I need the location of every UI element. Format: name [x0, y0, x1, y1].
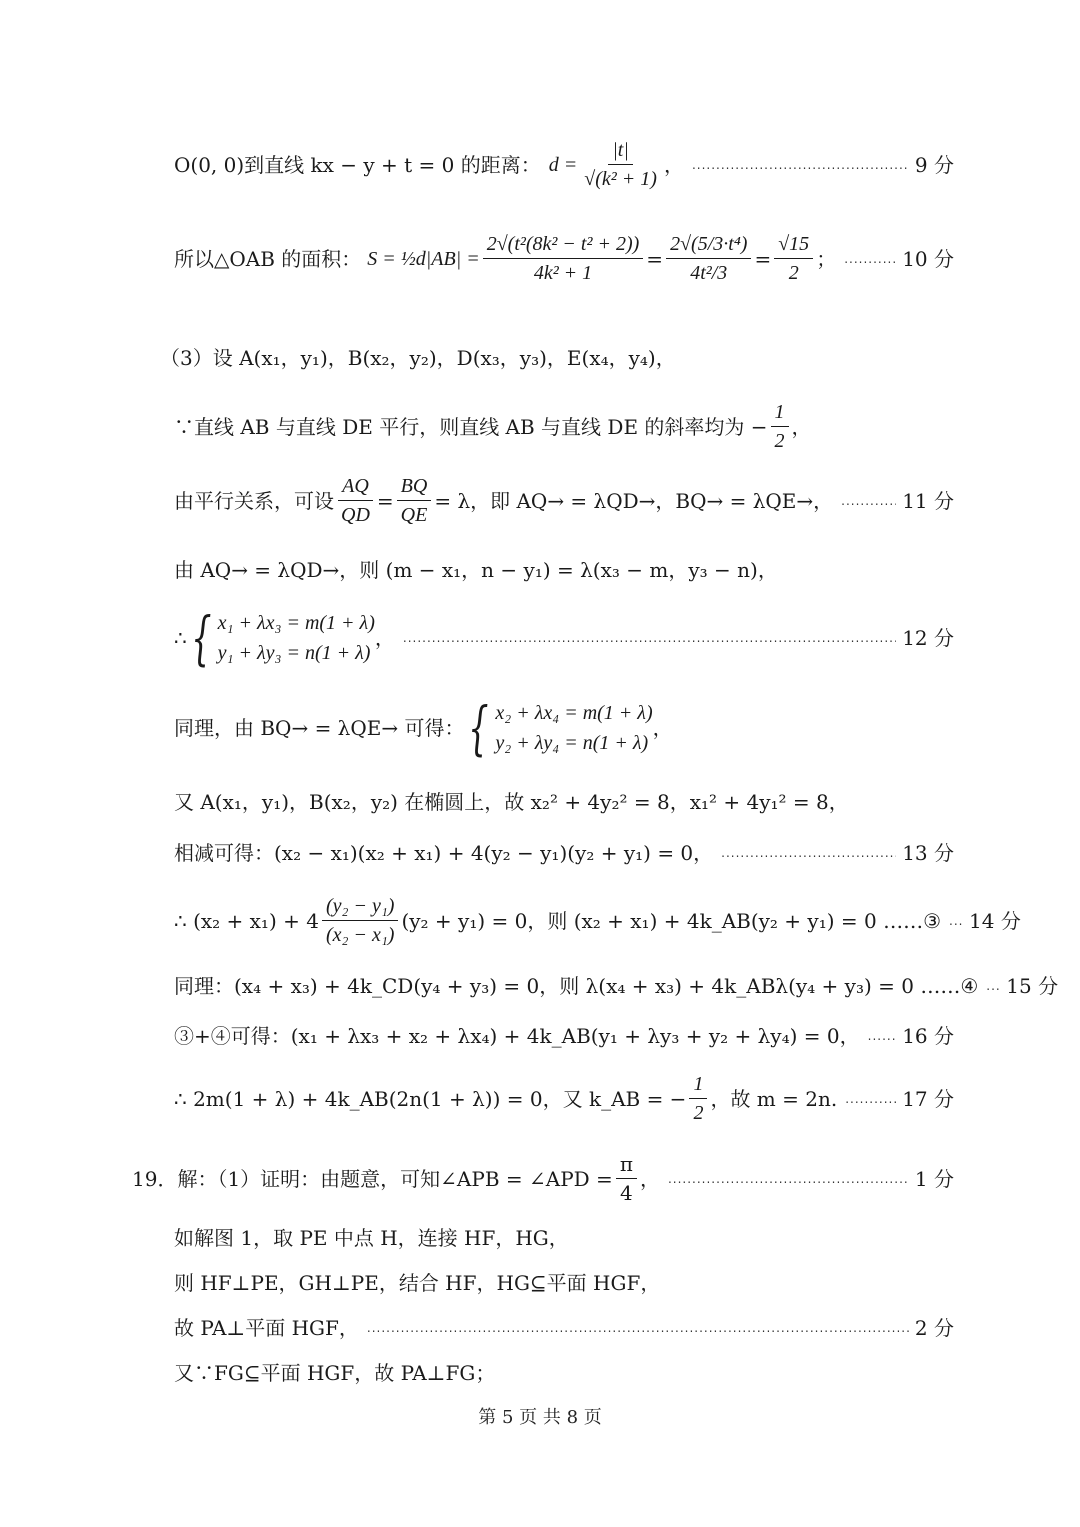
- brace-icon: {: [468, 694, 490, 762]
- equals: =: [754, 246, 772, 271]
- line-text: 所以△OAB 的面积：: [174, 246, 362, 271]
- score: 9 分: [914, 152, 954, 177]
- dot-leader: [721, 847, 896, 859]
- score: 15 分: [1006, 974, 1059, 998]
- dot-leader: [403, 632, 896, 644]
- line-text: = λ，即 AQ→ = λQD→，BQ→ = λQE→，: [434, 488, 834, 513]
- line-text: 19．解：（1）证明：由题意，可知∠APB = ∠APD =: [132, 1166, 613, 1191]
- equation: x₂ + λx₄ = m(1 + λ): [495, 702, 653, 724]
- line-vector: [174, 558, 954, 582]
- line-ratio: [174, 474, 954, 527]
- numerator: |t|: [608, 138, 633, 165]
- line-text: 如解图 1，取 PE 中点 H，连接 HF，HG，: [174, 1226, 569, 1250]
- equation-system: [464, 694, 653, 762]
- line-system-1: [174, 604, 954, 672]
- dot-leader: [844, 253, 896, 265]
- line-sum: [174, 1024, 954, 1048]
- numerator: AQ: [338, 474, 373, 501]
- score: 14 分: [969, 908, 1021, 933]
- line-q19: [132, 1152, 954, 1205]
- fraction: [616, 1152, 637, 1205]
- score: 11 分: [902, 488, 954, 513]
- line-ellipse: [174, 790, 954, 814]
- score: 1 分: [914, 1166, 954, 1191]
- score: 16 分: [902, 1024, 954, 1048]
- line-figure: [174, 1226, 954, 1250]
- score: 12 分: [902, 626, 954, 650]
- denominator: 4t²/3: [690, 262, 728, 284]
- denominator: 2: [788, 262, 799, 284]
- denominator: QE: [400, 504, 428, 526]
- score: 10 分: [902, 246, 954, 271]
- fraction: [771, 400, 789, 453]
- page-footer: 第 5 页 共 8 页: [478, 1407, 602, 1428]
- line-text: ∴ 2m(1 + λ) + 4k_AB(2n(1 + λ)) = 0，又 k_AB = −: [174, 1086, 687, 1111]
- line-text: (y₂ + y₁) = 0，则 (x₂ + x₁) + 4k_AB(y₂ + y₁) = 0 ……③: [401, 908, 942, 933]
- denominator: 4k² + 1: [533, 262, 593, 284]
- line-text: 又∵FG⊆平面 HGF，故 PA⊥FG；: [174, 1361, 496, 1385]
- line-text: 则 HF⊥PE，GH⊥PE，结合 HF，HG⊆平面 HGF，: [174, 1271, 661, 1295]
- numerator: √15: [774, 232, 813, 259]
- line-area: [174, 232, 954, 285]
- dot-leader: [841, 495, 896, 507]
- dot-leader: [668, 1173, 909, 1185]
- suffix: ，: [652, 716, 673, 740]
- equation: y₂ + λy₄ = n(1 + λ): [495, 732, 649, 754]
- line-2pts: [174, 1316, 954, 1340]
- numerator: 2√(t²(8k² − t² + 2)): [483, 232, 644, 259]
- score: 17 分: [902, 1086, 954, 1111]
- therefore: ∴: [174, 626, 187, 650]
- numerator: 1: [689, 1072, 707, 1099]
- line-text: O(0, 0)到直线 kx − y + t = 0 的距离：: [174, 152, 541, 177]
- fraction: [483, 232, 644, 285]
- fraction: [580, 138, 661, 191]
- line-subtract: [174, 841, 954, 865]
- line-text: 由平行关系，可设: [174, 488, 334, 513]
- line-perp: [174, 1271, 954, 1295]
- dot-leader: [868, 1030, 897, 1042]
- numerator: 2√(5/3·t⁴): [666, 232, 751, 259]
- line-text: 相减可得：(x₂ − x₁)(x₂ + x₁) + 4(y₂ − y₁)(y₂ + y₁) = 0，: [174, 841, 714, 865]
- score: 2 分: [914, 1316, 954, 1340]
- line-parallel: [174, 400, 954, 453]
- line-text: 由 AQ→ = λQD→，则 (m − x₁，n − y₁) = λ(x₃ − m，y₃ − n)，: [174, 558, 778, 582]
- brace-icon: {: [191, 604, 212, 672]
- line-text: 同理：(x₄ + x₃) + 4k_CD(y₄ + y₃) = 0，则 λ(x₄ + x₃) + 4k_ABλ(y₄ + y₃) = 0 ……④: [174, 974, 979, 998]
- numerator: π: [616, 1152, 637, 1179]
- fraction: [689, 1072, 707, 1125]
- denominator: 2: [693, 1102, 704, 1124]
- dot-leader: [845, 1093, 896, 1105]
- suffix: ；: [816, 246, 837, 271]
- numerator: BQ: [397, 474, 432, 501]
- line-cd: [174, 974, 1059, 998]
- line-text: 故 PA⊥平面 HGF，: [174, 1316, 359, 1340]
- fraction: [774, 232, 813, 285]
- suffix: ，: [374, 626, 395, 650]
- denominator: √(k² + 1): [584, 168, 657, 190]
- dot-leader: [949, 915, 963, 927]
- line-system-2: [174, 694, 954, 762]
- denominator: 2: [774, 430, 785, 452]
- line-part3: [160, 346, 954, 370]
- suffix: ，: [663, 152, 684, 177]
- dot-leader: [692, 159, 909, 171]
- dot-leader: [367, 1322, 909, 1334]
- suffix: ，: [639, 1166, 660, 1191]
- dot-leader: [986, 980, 1000, 992]
- line-text: ∵直线 AB 与直线 DE 平行，则直线 AB 与直线 DE 的斜率均为 −: [174, 414, 768, 439]
- numerator: 1: [771, 400, 789, 427]
- suffix: ，: [791, 414, 812, 439]
- fraction: [322, 894, 398, 947]
- equation: y₁ + λy₃ = n(1 + λ): [217, 642, 371, 664]
- line-text: （3）设 A(x₁，y₁)，B(x₂，y₂)，D(x₃，y₃)，E(x₄，y₄)，: [160, 346, 676, 370]
- equation-system: [187, 604, 375, 672]
- line-distance: [174, 138, 954, 191]
- equals: =: [646, 246, 664, 271]
- formula-d: d =: [548, 153, 578, 176]
- fraction: [666, 232, 751, 285]
- equals: =: [376, 488, 394, 513]
- denominator: (x₂ − x₁): [325, 924, 395, 946]
- line-slope: [174, 894, 1021, 947]
- line-conclude: [174, 1361, 954, 1385]
- score: 13 分: [902, 841, 954, 865]
- line-text: ∴ (x₂ + x₁) + 4: [174, 908, 319, 933]
- line-text: 又 A(x₁，y₁)，B(x₂，y₂) 在椭圆上，故 x₂² + 4y₂² = 8，x₁² + 4y₁² = 8，: [174, 790, 849, 814]
- line-text: ，故 m = 2n.: [710, 1086, 838, 1111]
- line-text: ③+④可得：(x₁ + λx₃ + x₂ + λx₄) + 4k_AB(y₁ + λy₃ + y₂ + λy₄) = 0，: [174, 1024, 860, 1048]
- formula-s: S = ½d|AB| =: [367, 247, 480, 270]
- fraction: [397, 474, 432, 527]
- numerator: (y₂ − y₁): [322, 894, 398, 921]
- equation: x₁ + λx₃ = m(1 + λ): [217, 612, 375, 634]
- fraction: [337, 474, 374, 527]
- denominator: QD: [341, 504, 370, 526]
- denominator: 4: [620, 1181, 633, 1205]
- line-result: [174, 1072, 954, 1125]
- line-text: 同理，由 BQ→ = λQE→ 可得：: [174, 716, 465, 740]
